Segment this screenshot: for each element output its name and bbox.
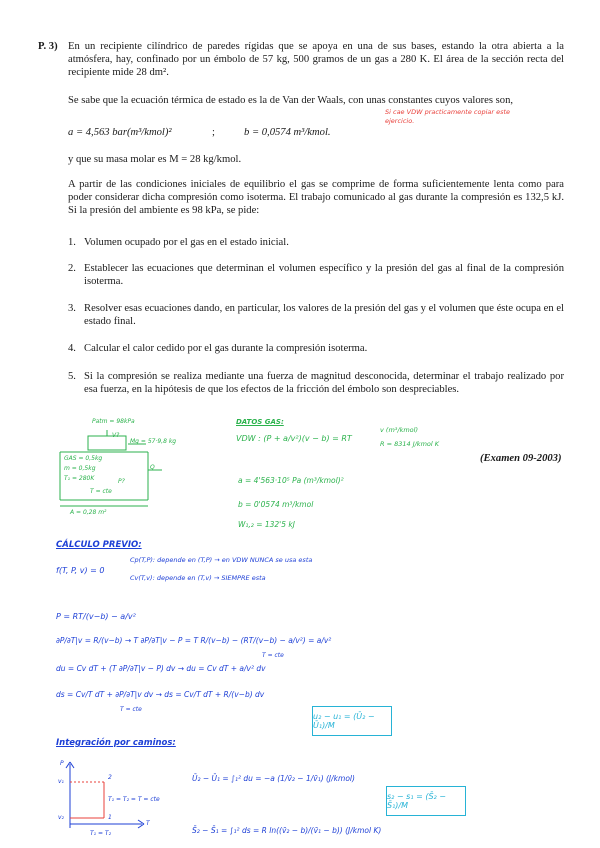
datos-title: DATOS GAS:: [236, 418, 284, 426]
diagram-v: V?: [112, 432, 120, 439]
diagram-tcte: T = cte: [90, 488, 112, 495]
box-s-difference: s₂ − s₁ = (S̄₂ − S̄₁)/M: [386, 786, 466, 816]
item-number: 3.: [68, 303, 76, 314]
molar-mass: y que su masa molar es M = 28 kg/kmol.: [68, 154, 242, 165]
pv-axis-p: P: [60, 760, 64, 767]
diagram-gas: GAS = 0,5kg: [64, 455, 103, 462]
const-a: a = 4,563 bar(m³/kmol)²: [68, 127, 172, 138]
problem-intro: En un recipiente cilíndrico de paredes rígidas que se apoya en una de sus bases, estando la otra abierta a la atmósfera, hay, confinado por un émbolo de 57 kg, 500 gramos de un gas a 280 K. El área de la sección recta del recipiente mide 28 dm².: [68, 41, 564, 79]
equation-ds-tag: T = cte: [120, 706, 142, 713]
pv-point-2: 2: [108, 774, 112, 781]
a-value: a = 4'563·10⁵ Pa (m³/kmol)²: [238, 476, 344, 485]
integral-u: Ū₂ − Ū₁ = ∫₁² du = −a (1/v̄₂ − 1/v̄₁) (J/kmol): [192, 774, 355, 783]
vdw-intro: Se sabe que la ecuación térmica de estado es la de Van der Waals, con unas constantes cuyos valores son,: [68, 95, 514, 106]
pv-v1: v₁: [58, 778, 64, 785]
equation-du-tag: T = cte: [262, 652, 284, 659]
item-text: Volumen ocupado por el gas en el estado inicial.: [84, 237, 289, 248]
item-text: Resolver esas ecuaciones dando, en particular, los valores de la presión del gas y el volumen que éste ocupa en el estado final.: [84, 303, 564, 328]
previo-line-1: Cp(T,P): depende en (T,P) → en VDW NUNCA se usa esta: [130, 556, 313, 564]
w-value: W₁,₂ = 132'5 kJ: [238, 520, 295, 529]
item-text: Establecer las ecuaciones que determinan el volumen específico y la presión del gas al final de la compresión isoterma.: [84, 263, 564, 288]
problem-number: P. 3): [38, 41, 58, 52]
vdw-equation: VDW : (P + a/v²)(v − b) = RT: [236, 434, 352, 443]
item-number: 4.: [68, 343, 76, 354]
integral-s: S̄₂ − S̄₁ = ∫₁² ds = R ln((v̄₂ − b)/(v̄₁ − b)) (J/kmol K): [192, 826, 382, 835]
diagram-p: P?: [118, 478, 125, 485]
integration-title: Integración por caminos:: [56, 738, 176, 748]
pv-axis-t: T: [146, 820, 150, 827]
const-b: b = 0,0574 m³/kmol.: [244, 127, 331, 138]
equation-ds: ds = Cv/T dT + ∂P/∂T|v dv → ds = Cv/T dT + R/(v−b) dv: [56, 690, 265, 699]
diagram-patm: Patm = 98kPa: [92, 418, 135, 425]
diagram-q: Q: [150, 464, 155, 471]
diagram-temp: T₁ = 280K: [64, 475, 95, 482]
previo-lhs: f(T, P, v) = 0: [56, 566, 105, 575]
red-note: Si cae VDW practicamente copiar este ejercicio.: [385, 108, 511, 125]
item-number: 2.: [68, 263, 76, 274]
item-number: 5.: [68, 371, 76, 382]
b-value: b = 0'0574 m³/kmol: [238, 500, 314, 509]
box-u-difference: u₂ − u₁ = (Ū₂ − Ū₁)/M: [312, 706, 392, 736]
diagram-area: A = 0,28 m²: [70, 509, 107, 516]
previo-title: CÁLCULO PREVIO:: [56, 540, 142, 550]
vdw-brace-v: v (m³/kmol): [380, 426, 418, 434]
previo-line-2: Cv(T,v): depende en (T,v) → SIEMPRE esta: [130, 574, 266, 582]
pv-isotherm-label: T₁ = T₂ = T = cte: [108, 796, 160, 803]
const-separator: ;: [212, 127, 215, 138]
pv-bottom-label: T₁ = T₂: [90, 830, 111, 837]
item-text: Si la compresión se realiza mediante una fuerza de magnitud desconocida, determinar el trabajo realizado por esa fuerza, en la hipótesis de que los efectos de la fricción del émbolo son despreciables.: [84, 371, 564, 396]
compression-text: A partir de las condiciones iniciales de equilibrio el gas se comprime de forma suficientemente lenta como para poder considerar dicha compresión como isoterma. El trabajo comunicado al gas durante la compresión es 132,5 kJ. Si la presión del ambiente es 98 kPa, se pide:: [68, 179, 564, 217]
vdw-brace-r: R = 8314 J/kmol K: [380, 440, 440, 448]
exam-reference: (Examen 09-2003): [480, 453, 562, 464]
equation-p: P = RT/(v−b) − a/v²: [56, 612, 136, 621]
equation-du: du = Cv dT + (T ∂P/∂T|v − P) dv → du = Cv dT + a/v² dv: [56, 664, 266, 673]
item-text: Calcular el calor cedido por el gas durante la compresión isoterma.: [84, 343, 368, 354]
diagram-mg: Mg = 57·9,8 kg: [130, 438, 177, 445]
item-number: 1.: [68, 237, 76, 248]
pv-point-1: 1: [108, 814, 112, 821]
equation-dpdt: ∂P/∂T|v = R/(v−b) → T ∂P/∂T|v − P = T R/(v−b) − (RT/(v−b) − a/v²) = a/v²: [56, 636, 332, 645]
pv-v2: v₂: [58, 814, 64, 821]
diagram-mass: m = 0,5kg: [64, 465, 96, 472]
